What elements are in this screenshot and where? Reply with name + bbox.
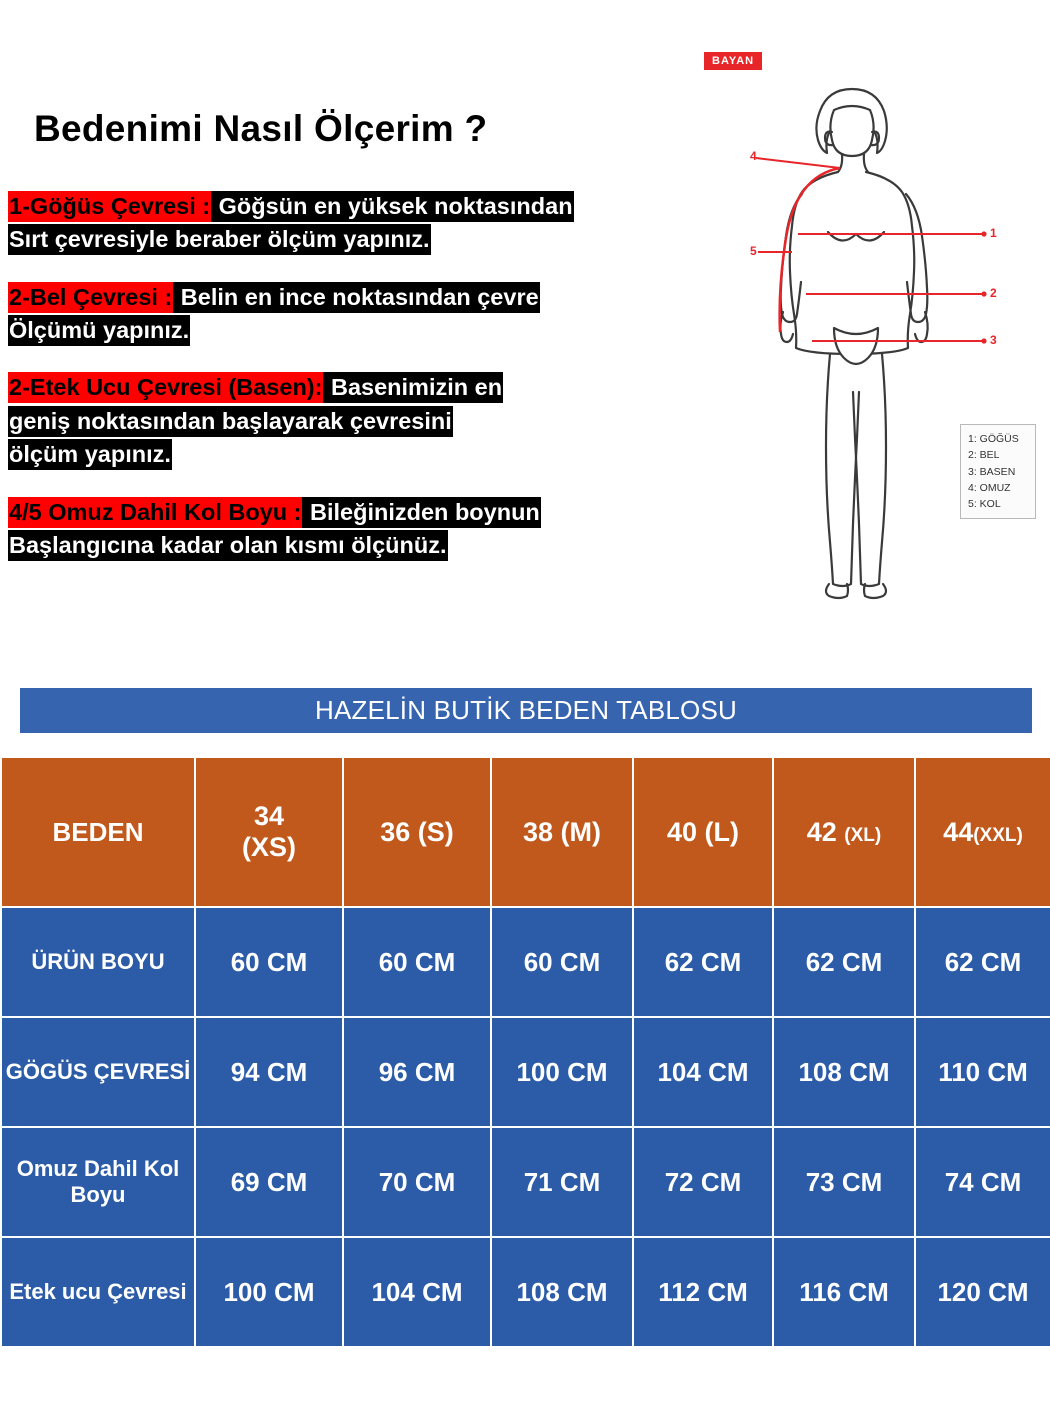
instruction-line	[8, 223, 708, 256]
instruction-line	[8, 438, 708, 471]
measurement-cell: 60 CM	[343, 907, 491, 1017]
size-column-header	[915, 757, 1050, 907]
table-row	[1, 1237, 1050, 1347]
header-main: 44	[943, 816, 974, 847]
instruction-block	[8, 496, 708, 563]
instruction-term: 2-Etek Ucu Çevresi (Basen):	[8, 372, 323, 403]
marker-5: 5	[750, 244, 757, 258]
size-column-header	[343, 757, 491, 907]
measurement-cell: 104 CM	[633, 1017, 773, 1127]
instruction-term: 2-Bel Çevresi :	[8, 282, 173, 313]
measurement-instructions	[8, 190, 708, 586]
instruction-text: Ölçümü yapınız.	[8, 315, 190, 346]
instruction-text: Sırt çevresiyle beraber ölçüm yapınız.	[8, 224, 431, 255]
legend-item: 5: KOL	[968, 498, 1001, 511]
legend-item: 1: GÖĞÜS	[968, 433, 1019, 445]
measurement-cell: 60 CM	[195, 907, 343, 1017]
header-main: 38 (M)	[522, 816, 601, 847]
size-table-head	[1, 757, 1050, 907]
instruction-line	[8, 529, 708, 562]
instruction-text: geniş noktasından başlayarak çevresini	[8, 406, 453, 437]
row-label: Etek ucu Çevresi	[1, 1237, 195, 1347]
measurement-cell: 108 CM	[491, 1237, 633, 1347]
measurement-cell: 70 CM	[343, 1127, 491, 1237]
header-size-code: (XXL)	[973, 824, 1023, 846]
measurement-cell: 116 CM	[773, 1237, 915, 1347]
measurement-cell: 62 CM	[773, 907, 915, 1017]
measurement-figure	[688, 36, 1044, 636]
measurement-cell: 72 CM	[633, 1127, 773, 1237]
measurement-cell: 73 CM	[773, 1127, 915, 1237]
row-label: GÖGÜS ÇEVRESİ	[1, 1017, 195, 1127]
table-row	[1, 1017, 1050, 1127]
instruction-text: Basenimizin en	[323, 372, 503, 403]
measurement-cell: 112 CM	[633, 1237, 773, 1347]
measurement-cell: 100 CM	[491, 1017, 633, 1127]
instruction-line	[8, 371, 708, 404]
legend-item: 3: BASEN	[968, 465, 1016, 478]
marker-3: 3	[990, 333, 997, 347]
header-size-code: (XL)	[844, 824, 882, 846]
instruction-text: Bileğinizden boynun	[302, 497, 540, 528]
legend-box	[960, 424, 1036, 519]
header-main: 40 (L)	[666, 816, 739, 847]
measurement-cell: 96 CM	[343, 1017, 491, 1127]
table-row	[1, 1127, 1050, 1237]
measurement-cell: 120 CM	[915, 1237, 1050, 1347]
instruction-text: ölçüm yapınız.	[8, 439, 172, 470]
marker-2: 2	[990, 286, 997, 300]
instruction-block	[8, 371, 708, 471]
legend-item: 2: BEL	[968, 449, 1000, 462]
marker-4: 4	[750, 149, 757, 163]
instruction-block	[8, 190, 708, 257]
table-banner: HAZELİN BUTİK BEDEN TABLOSU	[20, 688, 1032, 733]
measurement-cell: 108 CM	[773, 1017, 915, 1127]
size-table-body	[1, 907, 1050, 1347]
row-label: Omuz Dahil Kol Boyu	[1, 1127, 195, 1237]
measurement-cell: 62 CM	[633, 907, 773, 1017]
instruction-term: 1-Göğüs Çevresi :	[8, 191, 211, 222]
header-main: BEDEN	[52, 816, 144, 847]
instruction-text: Başlangıcına kadar olan kısmı ölçünüz.	[8, 530, 448, 561]
table-corner-label	[1, 757, 195, 907]
instruction-line	[8, 281, 708, 314]
table-row	[1, 907, 1050, 1017]
size-column-header	[633, 757, 773, 907]
instruction-block	[8, 281, 708, 348]
instruction-line	[8, 314, 708, 347]
measurement-cell: 94 CM	[195, 1017, 343, 1127]
size-table	[0, 756, 1050, 1348]
instruction-term: 4/5 Omuz Dahil Kol Boyu :	[8, 497, 302, 528]
measurement-cell: 100 CM	[195, 1237, 343, 1347]
page-title: Bedenimi Nasıl Ölçerim ?	[34, 108, 488, 149]
bayan-label: BAYAN	[704, 52, 762, 70]
measurement-cell: 60 CM	[491, 907, 633, 1017]
header-main: 36 (S)	[380, 816, 454, 847]
header-main: 34	[253, 801, 285, 831]
instruction-text: Göğsün en yüksek noktasından	[211, 191, 573, 222]
legend-item: 4: OMUZ	[968, 481, 1011, 494]
header-main: 42	[806, 816, 845, 847]
header-size-code: (XS)	[242, 832, 296, 862]
instruction-text: Belin en ince noktasından çevre	[173, 282, 539, 313]
table-header-row	[1, 757, 1050, 907]
measurement-cell: 71 CM	[491, 1127, 633, 1237]
measurement-cell: 104 CM	[343, 1237, 491, 1347]
measurement-cell: 110 CM	[915, 1017, 1050, 1127]
marker-1: 1	[990, 226, 997, 240]
size-column-header	[195, 757, 343, 907]
row-label: ÜRÜN BOYU	[1, 907, 195, 1017]
instruction-line	[8, 405, 708, 438]
measurement-cell: 74 CM	[915, 1127, 1050, 1237]
measurement-cell: 62 CM	[915, 907, 1050, 1017]
measurement-cell: 69 CM	[195, 1127, 343, 1237]
instruction-line	[8, 190, 708, 223]
instruction-line	[8, 496, 708, 529]
size-column-header	[773, 757, 915, 907]
size-column-header	[491, 757, 633, 907]
